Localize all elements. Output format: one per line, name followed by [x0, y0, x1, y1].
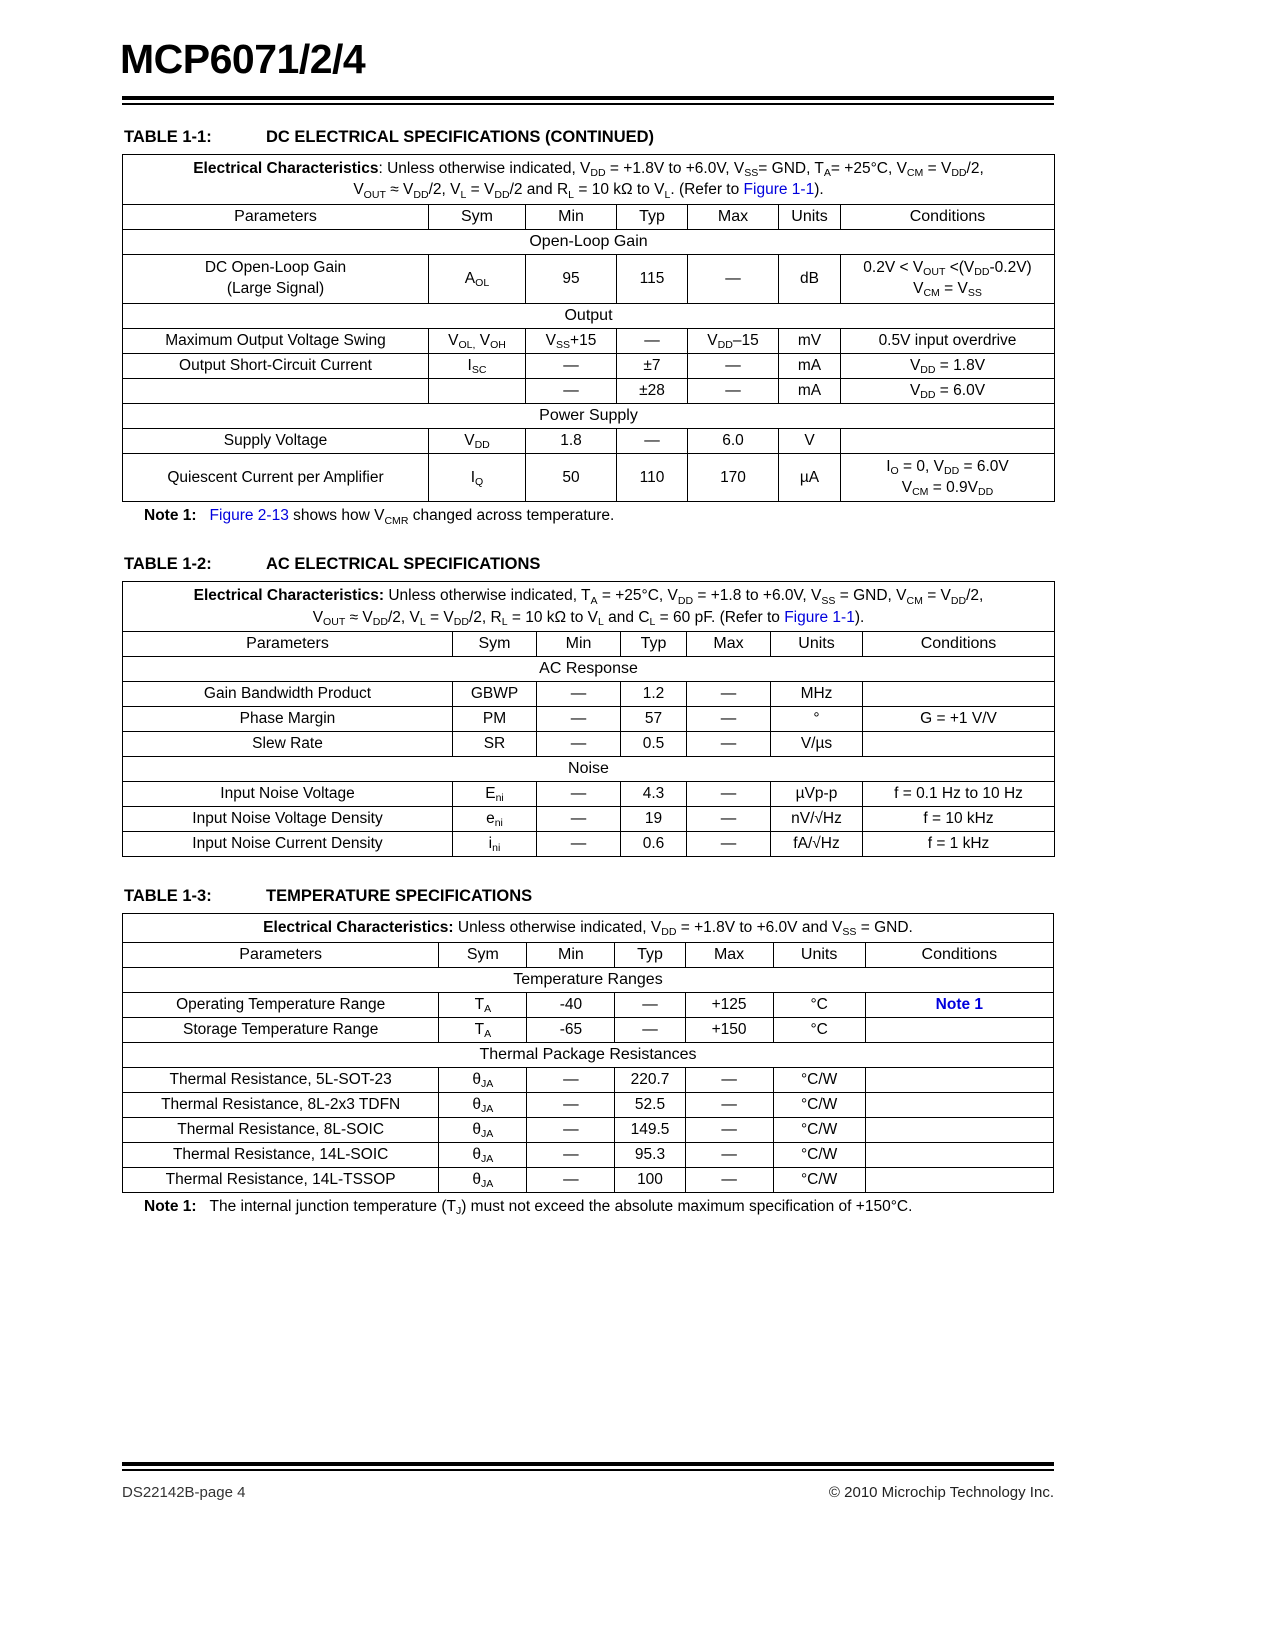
col-sym: Sym — [439, 942, 527, 967]
col-parameters: Parameters — [123, 204, 429, 229]
group-label: AC Response — [123, 657, 1055, 682]
row-parameter: Phase Margin — [123, 707, 453, 732]
row-conditions: $V_{DD} = 6.0V$ — [841, 378, 1055, 403]
table-1-1-conditions-row — [123, 155, 1055, 205]
content-column — [122, 128, 1054, 1216]
row-max: — — [685, 1142, 773, 1167]
table-1-1-header-row — [123, 204, 1055, 229]
row-min: — — [526, 378, 617, 403]
table-row — [123, 732, 1055, 757]
row-sym: $\theta_{JA}$ — [439, 1167, 527, 1192]
header-divider — [122, 96, 1054, 105]
col-min: Min — [526, 204, 617, 229]
table-1-2-conditions-row — [123, 582, 1055, 632]
col-sym: Sym — [429, 204, 526, 229]
row-max: +125 — [685, 992, 773, 1017]
table-1-1-conditions: Electrical Characteristics: Unless otherwise indicated, $V_{DD} = +1.8V$ to +6.0V, $V_{SS}=$ GND, $T_A= +25^\circ C$, $V_{CM} = V_{DD}/2$, $V_{OUT} \approx V_{DD}/2$, $V_L = V_{DD}/2$ and $R_L = 10$ kΩ to $V_L$. (Refer to Figure 1-1). — [123, 155, 1055, 205]
row-max: — — [687, 707, 771, 732]
table-1-1-title: DC ELECTRICAL SPECIFICATIONS (CONTINUED) — [266, 128, 655, 146]
col-sym: Sym — [453, 632, 537, 657]
row-max: — — [685, 1167, 773, 1192]
row-sym: $I_Q$ — [429, 453, 526, 502]
table-row — [123, 832, 1055, 857]
row-sym — [429, 378, 526, 403]
row-sym: PM — [453, 707, 537, 732]
row-conditions: f = 10 kHz — [863, 807, 1055, 832]
table-row — [123, 682, 1055, 707]
group-label: Output — [123, 303, 1055, 328]
table-row — [123, 1092, 1054, 1117]
copyright-notice: © 2010 Microchip Technology Inc. — [828, 1484, 1054, 1501]
row-min: 50 — [526, 453, 617, 502]
row-conditions — [863, 732, 1055, 757]
col-conditions: Conditions — [841, 204, 1055, 229]
row-units: µA — [779, 453, 841, 502]
table-1-2-conditions: Electrical Characteristics: Unless otherwise indicated, $T_A = +25^\circ C$, $V_{DD} = +1.8$ to +6.0V, $V_{SS}$ = GND, $V_{CM} = V_{DD}/2$, $V_{OUT} \approx V_{DD}/2$, $V_L = V_{DD}/2$, $R_L = 10$ kΩ to $V_L$ and $C_L = 60$ pF. (Refer to Figure 1-1). — [123, 582, 1055, 632]
row-sym: $T_A$ — [439, 1017, 527, 1042]
row-min: 1.8 — [526, 428, 617, 453]
table-1-2-title: AC ELECTRICAL SPECIFICATIONS — [266, 555, 541, 574]
table-1-3-title: TEMPERATURE SPECIFICATIONS — [266, 887, 533, 906]
row-max: — — [687, 832, 771, 857]
col-units: Units — [779, 204, 841, 229]
col-min: Min — [537, 632, 621, 657]
table-row — [123, 782, 1055, 807]
row-sym: $I_{SC}$ — [429, 353, 526, 378]
table-1-3-header-row — [123, 942, 1054, 967]
row-min: — — [527, 1142, 615, 1167]
figure-1-1-link[interactable]: Figure 1-1 — [743, 181, 815, 199]
row-min: — — [527, 1167, 615, 1192]
table-row — [123, 1167, 1054, 1192]
row-units: °C/W — [773, 1142, 865, 1167]
row-sym: $i_{ni}$ — [453, 832, 537, 857]
col-parameters: Parameters — [123, 942, 439, 967]
row-max: — — [685, 1117, 773, 1142]
row-sym: $T_A$ — [439, 992, 527, 1017]
row-units: ° — [771, 707, 863, 732]
row-units: °C/W — [773, 1067, 865, 1092]
row-sym: $\theta_{JA}$ — [439, 1092, 527, 1117]
group-row — [123, 967, 1054, 992]
row-parameter: Storage Temperature Range — [123, 1017, 439, 1042]
col-parameters: Parameters — [123, 632, 453, 657]
group-label: Open-Loop Gain — [123, 229, 1055, 254]
page-footer — [122, 1484, 1054, 1501]
row-min: — — [537, 707, 621, 732]
table-1-2-header-row — [123, 632, 1055, 657]
table-row — [123, 1142, 1054, 1167]
row-units: mA — [779, 378, 841, 403]
table-1-1 — [122, 154, 1055, 502]
row-conditions: $V_{DD} = 1.8V$ — [841, 353, 1055, 378]
row-max: $V_{DD}-15$ — [688, 328, 779, 353]
row-conditions — [865, 1167, 1053, 1192]
figure-1-1-link[interactable]: Figure 1-1 — [784, 608, 855, 626]
row-typ: — — [617, 428, 688, 453]
row-max: 170 — [688, 453, 779, 502]
row-typ: 95.3 — [615, 1142, 685, 1167]
row-max: — — [687, 782, 771, 807]
row-max: +150 — [685, 1017, 773, 1042]
table-row — [123, 992, 1054, 1017]
col-max: Max — [685, 942, 773, 967]
col-typ: Typ — [621, 632, 687, 657]
row-conditions — [863, 682, 1055, 707]
group-label: Power Supply — [123, 403, 1055, 428]
col-max: Max — [687, 632, 771, 657]
table-row — [123, 1117, 1054, 1142]
table-1-2-caption — [124, 555, 1054, 574]
row-conditions — [865, 1117, 1053, 1142]
table-1-3-caption — [124, 887, 1054, 906]
footer-divider — [122, 1462, 1054, 1471]
row-min: — — [537, 807, 621, 832]
row-units: MHz — [771, 682, 863, 707]
row-conditions — [865, 992, 1053, 1017]
row-min: -65 — [527, 1017, 615, 1042]
row-units: µVp-p — [771, 782, 863, 807]
row-units: mV — [779, 328, 841, 353]
row-sym: $E_{ni}$ — [453, 782, 537, 807]
note-label: Note 1: — [144, 1197, 197, 1215]
row-max: — — [688, 378, 779, 403]
row-conditions: $I_O = 0$, $V_{DD} = 6.0V$ $V_{CM} = 0.9V_{DD}$ — [841, 453, 1055, 502]
col-conditions: Conditions — [865, 942, 1053, 967]
row-parameter: Thermal Resistance, 14L-TSSOP — [123, 1167, 439, 1192]
row-typ: 110 — [617, 453, 688, 502]
row-typ: 220.7 — [615, 1067, 685, 1092]
group-label: Noise — [123, 757, 1055, 782]
row-min: — — [527, 1117, 615, 1142]
row-parameter: Thermal Resistance, 8L-2x3 TDFN — [123, 1092, 439, 1117]
group-label: Temperature Ranges — [123, 967, 1054, 992]
note-text: Figure 2-13 shows how $V_{CMR}$ changed across temperature. — [209, 507, 615, 527]
row-parameter: Thermal Resistance, 14L-SOIC — [123, 1142, 439, 1167]
row-parameter: Supply Voltage — [123, 428, 429, 453]
row-typ: 149.5 — [615, 1117, 685, 1142]
row-typ: 0.5 — [621, 732, 687, 757]
row-parameter: DC Open-Loop Gain (Large Signal) — [123, 254, 429, 303]
row-units: °C/W — [773, 1167, 865, 1192]
note-1-link[interactable]: Note 1 — [935, 995, 984, 1013]
row-min: -40 — [527, 992, 615, 1017]
row-min: — — [537, 682, 621, 707]
group-label: Thermal Package Resistances — [123, 1042, 1054, 1067]
row-conditions: f = 0.1 Hz to 10 Hz — [863, 782, 1055, 807]
table-row — [123, 807, 1055, 832]
row-typ: ±28 — [617, 378, 688, 403]
row-units: °C/W — [773, 1117, 865, 1142]
row-typ: 4.3 — [621, 782, 687, 807]
figure-2-13-link[interactable]: Figure 2-13 — [209, 507, 289, 525]
row-typ: — — [615, 992, 685, 1017]
row-parameter: Gain Bandwidth Product — [123, 682, 453, 707]
row-typ: 57 — [621, 707, 687, 732]
group-row — [123, 757, 1055, 782]
row-typ: 100 — [615, 1167, 685, 1192]
page-title: MCP6071/2/4 — [120, 36, 366, 82]
table-row — [123, 453, 1055, 502]
table-row — [123, 378, 1055, 403]
row-parameter: Maximum Output Voltage Swing — [123, 328, 429, 353]
row-units: V/µs — [771, 732, 863, 757]
row-conditions: $0.2V < V_{OUT} <(V_{DD}-0.2V)$ $V_{CM} = V_{SS}$ — [841, 254, 1055, 303]
row-conditions — [865, 1142, 1053, 1167]
table-row — [123, 707, 1055, 732]
group-row — [123, 1042, 1054, 1067]
row-units: fA/√Hz — [771, 832, 863, 857]
table-1-1-caption — [124, 128, 1054, 147]
col-typ: Typ — [617, 204, 688, 229]
row-sym: $e_{ni}$ — [453, 807, 537, 832]
row-typ: 52.5 — [615, 1092, 685, 1117]
row-min: $V_{SS}+15$ — [526, 328, 617, 353]
row-units: nV/√Hz — [771, 807, 863, 832]
table-1-3 — [122, 913, 1054, 1192]
row-parameter: Thermal Resistance, 8L-SOIC — [123, 1117, 439, 1142]
row-max: 6.0 — [688, 428, 779, 453]
col-units: Units — [771, 632, 863, 657]
table-1-1-number: TABLE 1-1: — [124, 128, 212, 146]
table-1-1-note — [122, 507, 1054, 525]
col-typ: Typ — [615, 942, 685, 967]
row-units: °C — [773, 992, 865, 1017]
row-sym: GBWP — [453, 682, 537, 707]
row-conditions — [841, 428, 1055, 453]
row-units: dB — [779, 254, 841, 303]
row-parameter: Operating Temperature Range — [123, 992, 439, 1017]
col-min: Min — [527, 942, 615, 967]
row-parameter: Slew Rate — [123, 732, 453, 757]
note-text: The internal junction temperature $(T_J)$ must not exceed the absolute maximum specification of +150°C. — [209, 1197, 913, 1217]
row-min: — — [537, 782, 621, 807]
row-units: °C — [773, 1017, 865, 1042]
row-max: — — [687, 807, 771, 832]
row-typ: — — [615, 1017, 685, 1042]
row-sym: $A_{OL}$ — [429, 254, 526, 303]
row-min: — — [526, 353, 617, 378]
table-row — [123, 328, 1055, 353]
row-sym: $V_{DD}$ — [429, 428, 526, 453]
table-row — [123, 1067, 1054, 1092]
note-label: Note 1: — [144, 507, 197, 525]
row-sym: $\theta_{JA}$ — [439, 1067, 527, 1092]
table-1-3-conditions-row — [123, 914, 1054, 942]
col-units: Units — [773, 942, 865, 967]
row-conditions: f = 1 kHz — [863, 832, 1055, 857]
row-typ: 115 — [617, 254, 688, 303]
row-typ: — — [617, 328, 688, 353]
row-units: mA — [779, 353, 841, 378]
row-typ: ±7 — [617, 353, 688, 378]
row-max: — — [687, 732, 771, 757]
row-min: — — [537, 732, 621, 757]
row-max: — — [685, 1067, 773, 1092]
table-1-3-note — [122, 1198, 1054, 1216]
table-row — [123, 1017, 1054, 1042]
row-max: — — [685, 1092, 773, 1117]
group-row — [123, 657, 1055, 682]
table-1-3-conditions: Electrical Characteristics: Unless otherwise indicated, $V_{DD} = +1.8V$ to +6.0V and $V_{SS}$ = GND. — [123, 914, 1054, 942]
table-1-3-number: TABLE 1-3: — [124, 887, 212, 906]
row-min: — — [537, 832, 621, 857]
document-number: DS22142B-page 4 — [122, 1484, 246, 1501]
group-row — [123, 229, 1055, 254]
row-parameter — [123, 378, 429, 403]
row-typ: 0.6 — [621, 832, 687, 857]
row-sym: $V_{OL,}$ $V_{OH}$ — [429, 328, 526, 353]
table-1-2-number: TABLE 1-2: — [124, 555, 212, 574]
row-sym: SR — [453, 732, 537, 757]
row-typ: 1.2 — [621, 682, 687, 707]
row-units: V — [779, 428, 841, 453]
table-row — [123, 254, 1055, 303]
row-units: °C/W — [773, 1092, 865, 1117]
row-max: — — [688, 254, 779, 303]
row-min: — — [527, 1092, 615, 1117]
row-typ: 19 — [621, 807, 687, 832]
table-1-2 — [122, 581, 1055, 857]
row-parameter: Thermal Resistance, 5L-SOT-23 — [123, 1067, 439, 1092]
row-conditions: 0.5V input overdrive — [841, 328, 1055, 353]
table-row — [123, 353, 1055, 378]
row-parameter: Input Noise Current Density — [123, 832, 453, 857]
row-conditions — [865, 1067, 1053, 1092]
row-parameter: Input Noise Voltage Density — [123, 807, 453, 832]
row-min: — — [527, 1067, 615, 1092]
row-conditions — [865, 1017, 1053, 1042]
row-sym: $\theta_{JA}$ — [439, 1117, 527, 1142]
row-parameter: Output Short-Circuit Current — [123, 353, 429, 378]
table-row — [123, 428, 1055, 453]
col-max: Max — [688, 204, 779, 229]
group-row — [123, 303, 1055, 328]
row-max: — — [688, 353, 779, 378]
row-conditions — [865, 1092, 1053, 1117]
row-parameter: Input Noise Voltage — [123, 782, 453, 807]
row-conditions: G = +1 V/V — [863, 707, 1055, 732]
row-parameter: Quiescent Current per Amplifier — [123, 453, 429, 502]
row-max: — — [687, 682, 771, 707]
group-row — [123, 403, 1055, 428]
row-min: 95 — [526, 254, 617, 303]
col-conditions: Conditions — [863, 632, 1055, 657]
row-sym: $\theta_{JA}$ — [439, 1142, 527, 1167]
